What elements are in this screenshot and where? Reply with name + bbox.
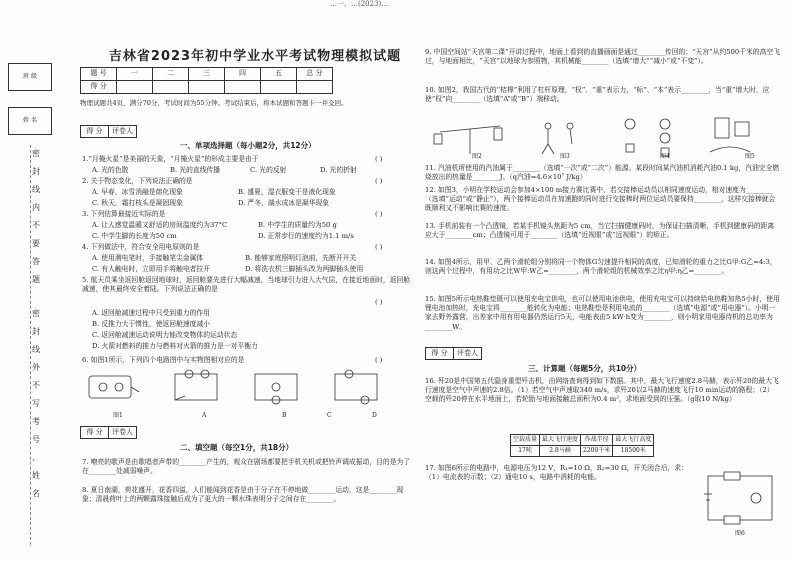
seal-char: 答: [32, 257, 40, 266]
q4-option-d: D. 将洗衣机三脚插头改为两脚插头使用: [245, 265, 364, 273]
question-1-answer: ( ): [375, 155, 383, 163]
question-3-stem: 3. 下列估算最接近实际的是: [82, 210, 166, 218]
score-header-cell: 总 分: [297, 68, 333, 81]
name-label: 姓 名: [23, 116, 37, 124]
name-box: [8, 107, 52, 135]
question-4-answer: ( ): [375, 243, 383, 251]
score-header-cell: 题 号: [81, 68, 117, 81]
table-value-cell: 18500米: [613, 446, 654, 457]
q3-option-c: C. 中学生脚的长度为50 cm: [92, 232, 177, 240]
table-header-cell: 最大飞行高度: [613, 435, 654, 446]
page-title: 吉林省2023年初中学业水平考试物理模拟试题: [108, 49, 402, 64]
seal-char: 线: [32, 185, 40, 194]
table-value-cell: 2.8马赫: [540, 446, 581, 457]
grader-box-1: [80, 125, 137, 138]
question-16: 16. 歼20是中国第五代隐身重型歼击机，由网络查询得到如下数据。其中，最大飞行速度2.8马赫，表示歼20的最大飞行速度是空气中声速的2.8倍。（1）若空气中声速取340 m/s，求歼20以2马赫的速度飞行10 min运动的路程；（2）空载的歼20停在水平地面上，若轮胎与地面接触总面积为0.4 m²，求地面受到的压强。（g取10 N/kg）: [425, 377, 779, 404]
class-box: [8, 63, 52, 91]
grader-score-label: 得 分: [81, 126, 109, 138]
q5-option-c: C. 返回舱减速运动说明力能改变物体的运动状态: [92, 331, 238, 339]
q2-option-b: B. 盛夏，湿衣服变干是液化现象: [238, 188, 336, 196]
score-header-cell: 四: [225, 68, 261, 81]
seal-char: 封: [32, 327, 40, 336]
section-2-heading: 二、填空题（每空1分，共18分）: [180, 443, 294, 452]
figure-1-label: 图1: [113, 412, 123, 419]
q5-option-d: D. 火箭对燃料的推力与燃料对火箭的推力是一对平衡力: [92, 342, 258, 350]
q2-option-c: C. 秋天，霜打枝头是凝固现象: [92, 199, 183, 207]
question-15: 15. 如图5所示电热鞋垫既可以使用充电宝供电，也可以使用电池供电，使用充电宝可以持续给电热鞋加热5小时，使用锂电池加热时，充电宝将________能转化为电能；电热鞋垫是利用电流的________（选填“电源”或“用电器”）。小明一家去野外露营，出差家中用有用电器仍然运行5天，电能表由5 kW·h变为________，则小明家用电器待机的总功率为________W。: [425, 295, 780, 331]
table-header-cell: 最大飞行速度: [540, 435, 581, 446]
figure-1-circuits: [85, 368, 415, 424]
question-13: 13. 手机前装有一个凸透镜，若某手机镜头焦距为5 cm，当它扫描健康码时，为保证扫描清晰，手机到健康码的距离应大于________cm；凸透镜可用于________（选填“近视眼”或“远视眼”）的矫正。: [425, 222, 775, 240]
seal-char: 号: [32, 435, 40, 444]
table-header-cell: 作战半径: [581, 435, 613, 446]
q1-option-b: B. 光的直线传播: [170, 166, 221, 174]
grader-box-2: [80, 426, 137, 439]
q1-option-d: D. 光的折射: [320, 166, 357, 174]
q4-option-b: B. 能够家庭照明灯泡前，先断开开关: [245, 254, 357, 262]
q6-option-c: C: [327, 412, 332, 419]
q2-option-d: D. 严冬，湖水成冰是凝华现象: [238, 199, 330, 207]
grader-box-3: [425, 347, 482, 360]
score-header-cell: 五: [261, 68, 297, 81]
question-3-answer: ( ): [375, 210, 383, 218]
grader-label: 评卷人: [109, 427, 137, 439]
exam-instructions: 物理试题共4页，满分70分，考试时间为55分钟。考试结束后，将本试题和答题卡一并交回。: [80, 99, 348, 107]
q6-option-d: D: [372, 412, 377, 419]
q1-option-a: A. 光的色散: [92, 166, 129, 174]
q3-option-a: A. 让人感觉温暖又舒适的房间温度约为37°C: [92, 221, 228, 229]
seal-char: 题: [32, 275, 40, 284]
q5-option-a: A. 返回舱减速过程中只受到重力的作用: [92, 309, 210, 317]
question-2-stem: 2. 关于物态变化，下列说法正确的是: [82, 177, 193, 185]
question-10: 10. 如图2，我国古代的“桔槔”利用了杠杆原理，“权”、“重”表示力，“标”、“本”表示________，当“重”增大时，应使“权”向________（选填“A”或“B”）端移动。: [425, 86, 770, 104]
seal-char: 、: [32, 453, 40, 462]
binding-margin: [0, 55, 60, 555]
question-9: 9. 中国空间站“天宫第二课”开讲过程中，地面上看到的直播画面是通过________传回的；“天宫”从约500千米的高空飞过，与地面相比，“天宫”以地球为参照物，其机械能________（选填“增大”“减小”或“不变”）。: [425, 48, 780, 66]
question-4-stem: 4. 下列做法中，符合安全用电原则的是: [82, 243, 200, 251]
question-5-stem: 5. 航天员乘坐返回舱返回地球时，返回舱要先进行大幅减速，当地球引力进入大气层，在接近地面时，返回舱减速，使其最终安全着陆。下列说法正确的是: [82, 276, 411, 294]
seal-warning-outer: [32, 305, 40, 503]
seal-char: 名: [32, 489, 40, 498]
seal-char: 不: [32, 381, 40, 390]
seal-char: 线: [32, 345, 40, 354]
seal-char: 不: [32, 221, 40, 230]
question-8: 8. 夏日南湖，荷花盛开，花香四溢，人们能闻到花香是由于分子在不停地做________运动，这是________现象；清晨荷叶上的两颗露珠接触后成为了更大的一颗水珠表明分子之间存在________。: [82, 486, 404, 504]
table-value-cell: 17吨: [511, 446, 540, 457]
question-14: 14. 如图4所示，用甲、乙两个滑轮组分别将同一个物体G匀速提升相同的高度，已知滑轮的重力之比G甲:G乙=4:3，则这两个过程中，有用功之比W甲:W乙=________，两个滑轮组的机械效率之比η甲:η乙=________。: [425, 258, 777, 276]
q3-option-b: B. 中学生的质量约为50 g: [258, 221, 337, 229]
grader-label: 评卷人: [109, 126, 137, 138]
header-fragment: …一、…(2023)…: [330, 0, 389, 8]
question-6-answer: ( ): [375, 356, 383, 364]
question-5-answer: ( ): [375, 298, 383, 306]
seal-char: 密: [32, 149, 40, 158]
score-row-label: 得 分: [81, 81, 117, 94]
question-17: 17. 如图6所示的电路中，电源电压为12 V，R₁=10 Ω，R₂=30 Ω，开关闭合后，求：（1）电流表的示数；（2）通电10 s，电路中消耗的电能。: [425, 464, 688, 482]
figure-2-label: 图2: [472, 153, 482, 160]
section-3-heading: 三、计算题（每题5分，共10分）: [528, 364, 642, 373]
question-12: 12. 如图3，小明在学校运动会参加4×100 m接力赛比赛中，若交接棒运动员以相同速度运动，相对速度为________（选填“运动”或“静止”），两个接棒运动员在加速跑的同时进行交接棒时两位运动员要保持________，这样交接棒就会既顺利又不影响比赛的速度。: [425, 186, 776, 213]
seal-char: 外: [32, 363, 40, 372]
grader-score-label: 得 分: [81, 427, 109, 439]
j20-data-table: [510, 434, 654, 457]
figure-6-label: 图6: [735, 530, 745, 537]
seal-char: 要: [32, 239, 40, 248]
q4-option-a: A. 使用测电笔时，手接触笔尖金属体: [92, 254, 204, 262]
score-header-cell: 三: [189, 68, 225, 81]
q4-option-c: C. 有人触电时，立即用手将触电者拉开: [92, 265, 211, 273]
question-6-stem: 6. 如图1所示，下列四个电路图中与实物图相对应的是: [82, 356, 245, 364]
seal-char: 内: [32, 203, 40, 212]
seal-char: 封: [32, 167, 40, 176]
score-header-cell: 一: [117, 68, 153, 81]
grader-label: 评卷人: [454, 348, 482, 360]
table-header-cell: 空载质量: [511, 435, 540, 446]
q6-option-b: B: [282, 412, 287, 419]
section-1-heading: 一、单项选择题（每小题2分，共12分）: [180, 141, 316, 150]
figure-4-label: 图4: [660, 153, 670, 160]
score-table: [80, 67, 333, 94]
class-label: 班 级: [23, 72, 37, 80]
grader-score-label: 得 分: [426, 348, 454, 360]
figure-3-label: 图3: [560, 153, 570, 160]
question-1-stem: 1.“月掩火星”是美丽的天象，“月掩火星”的形成主要是由于: [82, 155, 259, 163]
question-2-answer: ( ): [375, 177, 383, 185]
binding-line: [30, 145, 31, 545]
seal-char: 密: [32, 309, 40, 318]
q1-option-c: C. 光的反射: [250, 166, 287, 174]
seal-char: 写: [32, 399, 40, 408]
q2-option-a: A. 早春，冰雪消融是熔化现象: [92, 188, 183, 196]
question-7: 7. 嘹亮的歌声是由歌唱者声带的________产生的，观众在剧场都要把手机关机或把铃声调成振动，目的是为了在________处减弱噪声。: [82, 458, 411, 476]
table-value-cell: 2200千米: [581, 446, 613, 457]
seal-warning: [32, 145, 40, 289]
seal-char: 姓: [32, 471, 40, 480]
q3-option-d: D. 正常步行的速度约为1.1 m/s: [258, 232, 354, 240]
seal-char: 考: [32, 417, 40, 426]
q6-option-a: A: [202, 412, 207, 419]
q5-option-b: B. 反推力大于惯性，使返回舱速度减小: [92, 320, 211, 328]
figure-5-label: 图5: [745, 153, 755, 160]
score-header-cell: 二: [153, 68, 189, 81]
question-11: 11. 汽油机所使用的汽油属于________（选填“一次”或“二次”）能源。某段时间某汽油机消耗汽油0.1 kg，汽油完全燃烧放出的热量是________J。（q汽油=4.6×10⁷ J/kg）: [425, 164, 780, 182]
figure-6-circuit: [700, 470, 780, 530]
